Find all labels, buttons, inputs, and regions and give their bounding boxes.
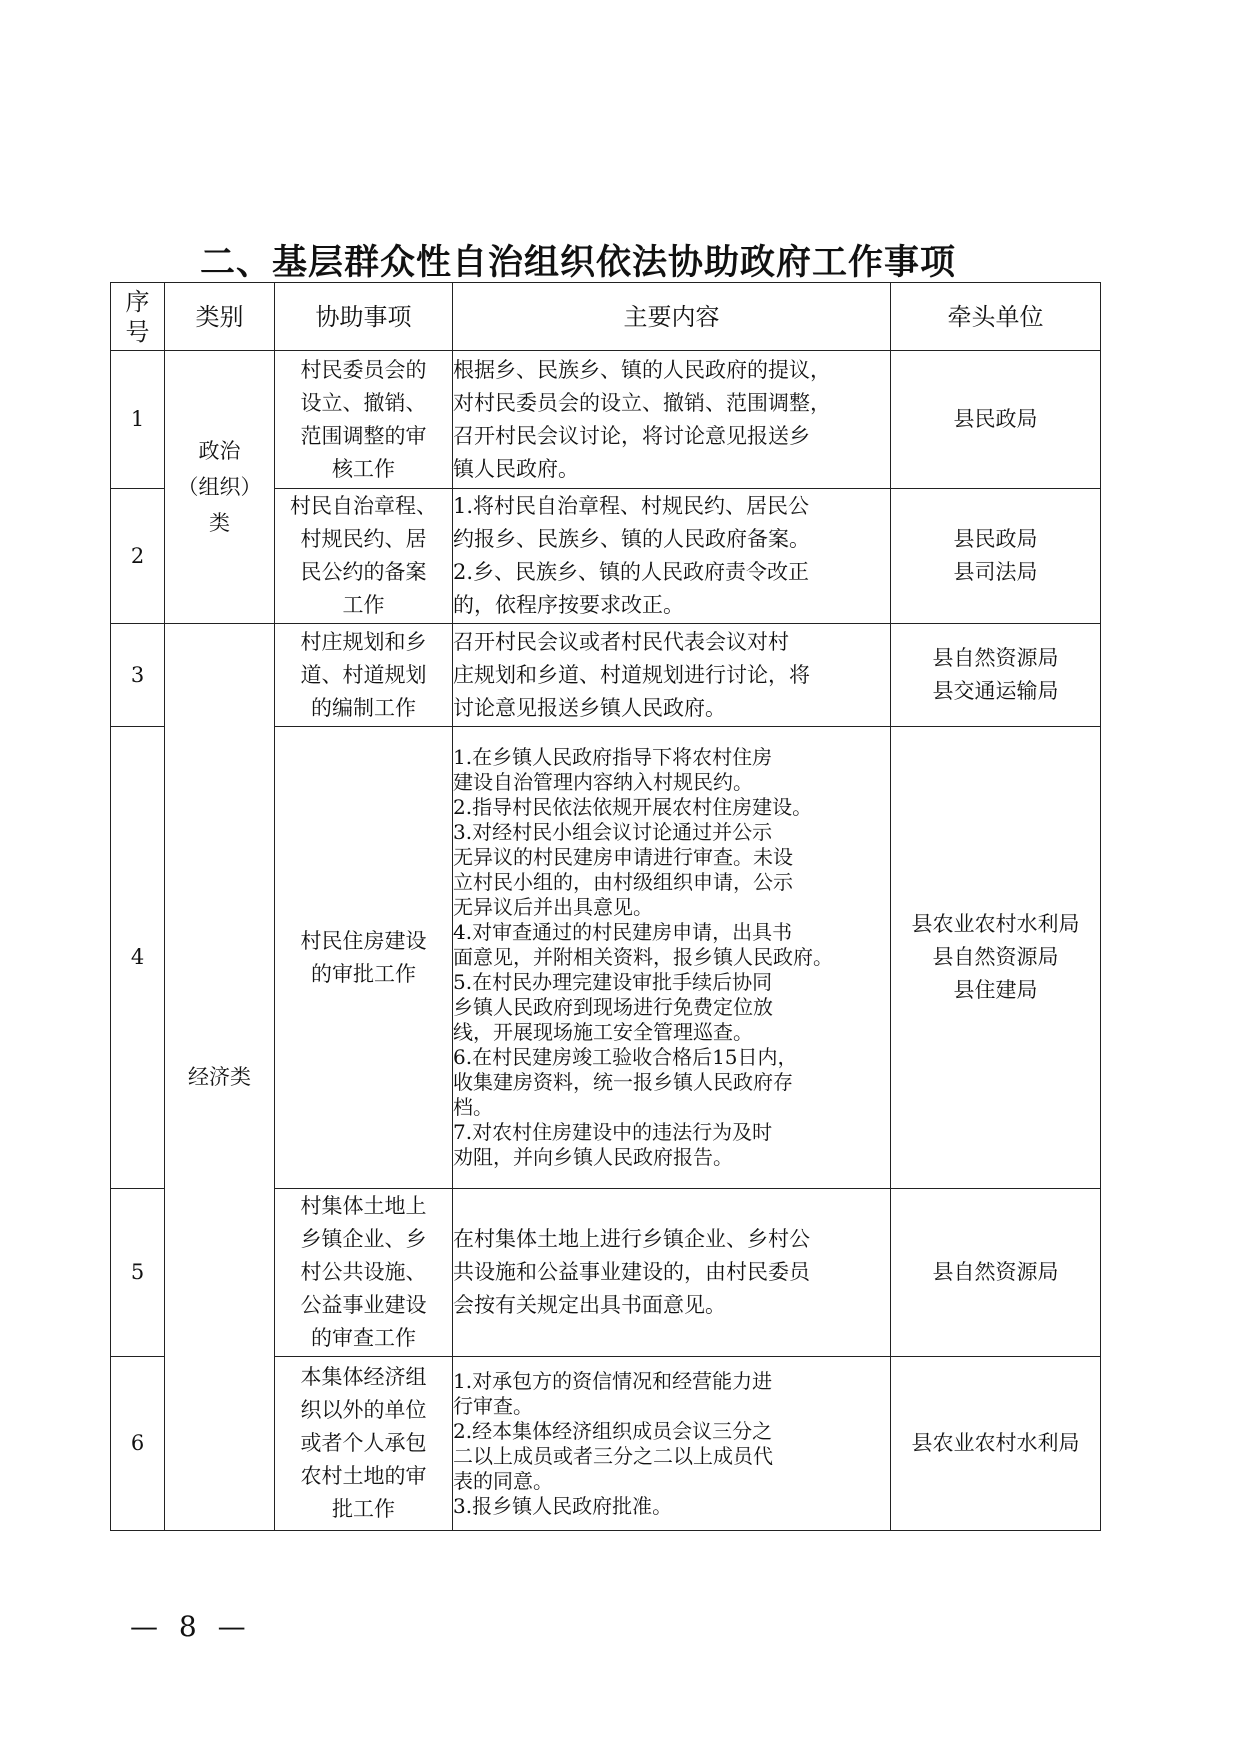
header-content: 主要内容 — [453, 283, 891, 351]
table-row — [111, 351, 1101, 489]
row-item: 村庄规划和乡 道、村道规划 的编制工作 — [275, 624, 453, 727]
row-lead: 县农业农村水利局 县自然资源局 县住建局 — [891, 727, 1101, 1189]
document-title: 二、基层群众性自治组织依法协助政府工作事项 — [200, 243, 957, 283]
header-category: 类别 — [165, 283, 275, 351]
row-lead: 县自然资源局 县交通运输局 — [891, 624, 1101, 727]
row-content: 1.将村民自治章程、村规民约、居民公 约报乡、民族乡、镇的人民政府备案。 2.乡、民族乡、镇的人民政府责令改正 的，依程序按要求改正。 — [453, 489, 891, 624]
row-num: 6 — [111, 1357, 165, 1531]
table-row — [111, 624, 1101, 727]
row-lead: 县民政局 县司法局 — [891, 489, 1101, 624]
row-num: 5 — [111, 1189, 165, 1357]
header-item: 协助事项 — [275, 283, 453, 351]
row-content: 召开村民会议或者村民代表会议对村 庄规划和乡道、村道规划进行讨论，将 讨论意见报送乡镇人民政府。 — [453, 624, 891, 727]
category-economy: 经济类 — [165, 624, 275, 1531]
row-num: 3 — [111, 624, 165, 727]
row-content: 1.对承包方的资信情况和经营能力进 行审查。 2.经本集体经济组织成员会议三分之 二以上成员或者三分之二以上成员代 表的同意。 3.报乡镇人民政府批准。 — [453, 1357, 891, 1531]
row-item: 村民委员会的 设立、撤销、 范围调整的审 核工作 — [275, 351, 453, 489]
table-header-row — [111, 283, 1101, 351]
row-lead: 县自然资源局 — [891, 1189, 1101, 1357]
row-lead: 县民政局 — [891, 351, 1101, 489]
row-content: 根据乡、民族乡、镇的人民政府的提议， 对村民委员会的设立、撤销、范围调整， 召开村民会议讨论，将讨论意见报送乡 镇人民政府。 — [453, 351, 891, 489]
row-item: 村民住房建设 的审批工作 — [275, 727, 453, 1189]
row-num: 2 — [111, 489, 165, 624]
row-item: 本集体经济组 织以外的单位 或者个人承包 农村土地的审 批工作 — [275, 1357, 453, 1531]
assistance-items-table — [110, 282, 1101, 1531]
header-num: 序 号 — [111, 283, 165, 351]
category-politics: 政治 （组织） 类 — [165, 351, 275, 624]
row-num: 4 — [111, 727, 165, 1189]
row-content: 在村集体土地上进行乡镇企业、乡村公 共设施和公益事业建设的，由村民委员 会按有关规定出具书面意见。 — [453, 1189, 891, 1357]
row-content: 1.在乡镇人民政府指导下将农村住房 建设自治管理内容纳入村规民约。 2.指导村民依法依规开展农村住房建设。 3.对经村民小组会议讨论通过并公示 无异议的村民建房申请进行审查。未设 立村民小组的，由村级组织申请，公示 无异议后并出具意见。 4.对审查通过的村民建房申请，出具书 面意见，并附相关资料，报乡镇人民政府。 5.在村民办理完建设审批手续后协同 乡镇人民政府到现场进行免费定位放 线，开展现场施工安全管理巡查。 6.在村民建房竣工验收合格后15日内， 收集建房资料，统一报乡镇人民政府存 档。 7.对农村住房建设中的违法行为及时 劝阻，并向乡镇人民政府报告。 — [453, 727, 891, 1189]
row-item: 村集体土地上 乡镇企业、乡 村公共设施、 公益事业建设 的审查工作 — [275, 1189, 453, 1357]
row-lead: 县农业农村水利局 — [891, 1357, 1101, 1531]
header-lead: 牵头单位 — [891, 283, 1101, 351]
page-number: — 8 — — [130, 1610, 252, 1643]
row-num: 1 — [111, 351, 165, 489]
row-item: 村民自治章程、 村规民约、居 民公约的备案 工作 — [275, 489, 453, 624]
